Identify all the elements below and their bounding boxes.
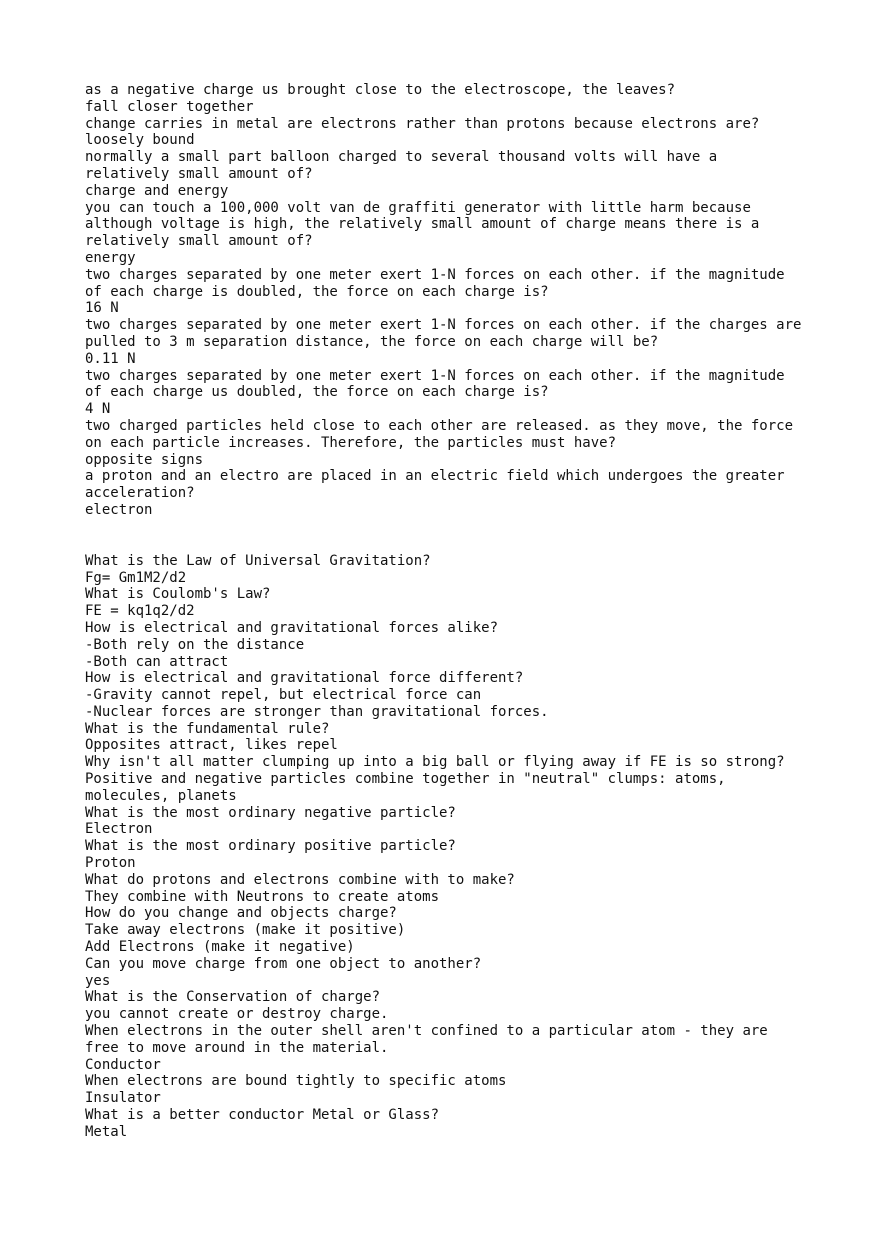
text-line: Fg= Gm1M2/d2 [85, 569, 187, 586]
text-line: Why isn't all matter clumping up into a big ball or flying away if FE is so strong? [85, 754, 785, 771]
text-line: you cannot create or destroy charge. [85, 1006, 389, 1023]
text-line: Metal [85, 1123, 128, 1140]
answer-text: 4 N [85, 401, 111, 418]
text-line: Proton [85, 855, 136, 872]
text-line: What is the fundamental rule? [85, 720, 330, 737]
question-text: a proton and an electro are placed in an electric field which undergoes the greater acceleration? [85, 468, 794, 502]
answer-text: 16 N [85, 300, 119, 317]
text-line: They combine with Neutrons to create atoms [85, 888, 440, 905]
question-text: two charged particles held close to each other are released. as they move, the force on each particle increases. Therefore, the particles must have? [85, 417, 802, 451]
flashcard-section-charge [85, 82, 810, 519]
text-line: What is the Law of Universal Gravitation? [85, 552, 431, 569]
text-line: Add Electrons (make it negative) [85, 939, 355, 956]
text-line: -Both can attract [85, 653, 229, 670]
text-line: Insulator [85, 1090, 161, 1107]
question-text: as a negative charge us brought close to the electroscope, the leaves? [85, 82, 676, 98]
text-line: What is a better conductor Metal or Glass? [85, 1107, 440, 1124]
text-line: Opposites attract, likes repel [85, 737, 338, 754]
text-line: What is the most ordinary positive particle? [85, 838, 456, 855]
question-text: change carries in metal are electrons rather than protons because electrons are? [85, 115, 760, 132]
answer-text: energy [85, 249, 136, 266]
text-line: How is electrical and gravitational forces alike? [85, 619, 499, 636]
text-line: -Nuclear forces are stronger than gravitational forces. [85, 703, 549, 720]
text-line: Electron [85, 821, 153, 838]
answer-text: fall closer together [85, 98, 254, 115]
question-text: two charges separated by one meter exert 1-N forces on each other. if the magnitude of each charge is doubled, the force on each charge is? [85, 266, 794, 300]
text-line: -Both rely on the distance [85, 636, 305, 653]
answer-text: charge and energy [85, 182, 229, 199]
text-line: What do protons and electrons combine with to make? [85, 871, 515, 888]
text-line: What is Coulomb's Law? [85, 586, 271, 603]
question-text: normally a small part balloon charged to several thousand volts will have a relatively small amount of? [85, 149, 726, 182]
text-line: Take away electrons (make it positive) [85, 922, 406, 939]
text-line: Conductor [85, 1056, 161, 1073]
answer-text: opposite signs [85, 451, 204, 468]
text-line: How do you change and objects charge? [85, 905, 397, 922]
text-line: yes [85, 972, 111, 989]
answer-text: loosely bound [85, 132, 195, 149]
question-text: two charges separated by one meter exert 1-N forces on each other. if the charges are pulled to 3 m separation distance, the force on each charge will be? [85, 317, 810, 350]
text-line: FE = kq1q2/d2 [85, 603, 195, 620]
text-line: -Gravity cannot repel, but electrical force can [85, 687, 482, 704]
flashcard-section-forces [85, 553, 805, 1141]
question-text: you can touch a 100,000 volt van de graffiti generator with little harm because although voltage is high, the relatively small amount of charge means there is a relatively small amount of? [85, 199, 768, 250]
text-line: What is the most ordinary negative particle? [85, 804, 456, 821]
answer-text: electron [85, 501, 153, 518]
text-line: When electrons in the outer shell aren't confined to a particular atom - they are free to move around in the material. [85, 1023, 777, 1056]
text-line: When electrons are bound tightly to specific atoms [85, 1073, 507, 1090]
text-line: What is the Conservation of charge? [85, 989, 381, 1006]
section-spacer [85, 519, 805, 553]
text-line: Positive and negative particles combine together in "neutral" clumps: atoms, molecules, planets [85, 771, 735, 804]
question-text: two charges separated by one meter exert 1-N forces on each other. if the magnitude of each charge us doubled, the force on each charge is? [85, 367, 794, 401]
document-page [85, 82, 810, 1141]
text-line: Can you move charge from one object to another? [85, 955, 482, 972]
answer-text: 0.11 N [85, 350, 136, 367]
text-line: How is electrical and gravitational force different? [85, 670, 524, 687]
